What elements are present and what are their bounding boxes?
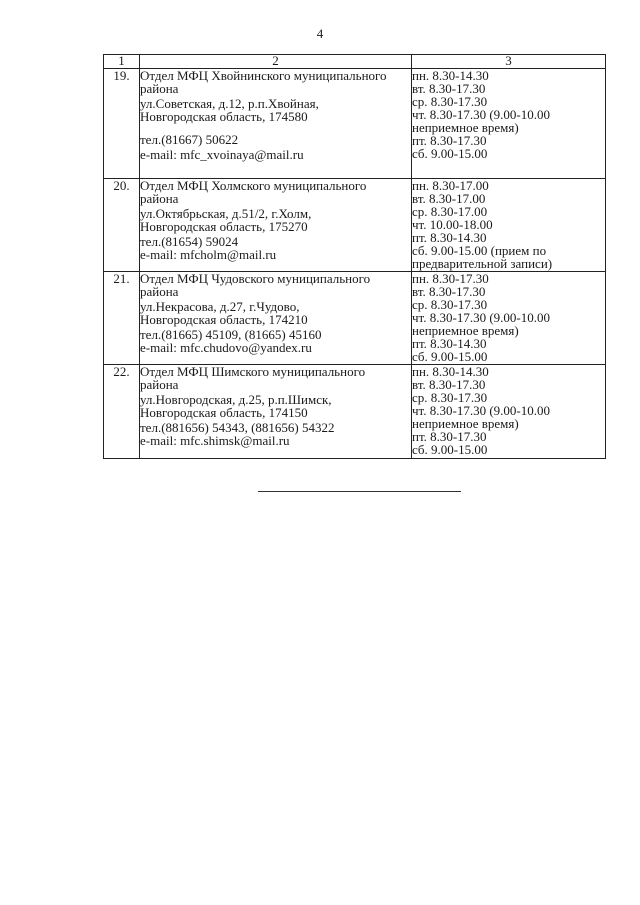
hours-line: ср. 8.30-17.00 bbox=[412, 204, 488, 219]
office-name: Отдел МФЦ Хвойнинского муниципального bbox=[140, 68, 387, 83]
office-name: Отдел МФЦ Шимского муниципального bbox=[140, 364, 366, 379]
office-email: e-mail: mfcholm@mail.ru bbox=[140, 247, 277, 262]
hours-line: сб. 9.00-15.00 bbox=[412, 442, 488, 457]
office-address: Новгородская область, 174150 bbox=[140, 405, 308, 420]
office-phone: тел.(881656) 54343, (881656) 54322 bbox=[140, 420, 335, 435]
table-row bbox=[104, 179, 606, 272]
office-phone: тел.(81667) 50622 bbox=[140, 132, 239, 147]
office-name: района bbox=[140, 377, 179, 392]
office-info bbox=[140, 272, 412, 365]
office-info bbox=[140, 179, 412, 272]
office-name: района bbox=[140, 81, 179, 96]
office-email: e-mail: mfc.chudovo@yandex.ru bbox=[140, 340, 312, 355]
hours-line: предварительной записи) bbox=[412, 256, 553, 271]
office-hours bbox=[412, 272, 606, 365]
office-email: e-mail: mfc_xvoinaya@mail.ru bbox=[140, 147, 304, 162]
office-email: e-mail: mfc.shimsk@mail.ru bbox=[140, 433, 290, 448]
hours-line: пн. 8.30-17.00 bbox=[412, 178, 489, 193]
hours-line: ср. 8.30-17.30 bbox=[412, 390, 488, 405]
row-number: 20. bbox=[104, 179, 140, 272]
hours-line: пн. 8.30-14.30 bbox=[412, 364, 489, 379]
office-info bbox=[140, 69, 412, 179]
hours-line: неприемное время) bbox=[412, 120, 519, 135]
office-address: ул.Некрасова, д.27, г.Чудово, bbox=[140, 299, 300, 314]
hours-line: вт. 8.30-17.00 bbox=[412, 191, 486, 206]
hours-line: ср. 8.30-17.30 bbox=[412, 297, 488, 312]
column-header-1: 1 bbox=[104, 55, 140, 69]
table-row bbox=[104, 69, 606, 179]
hours-line: сб. 9.00-15.00 bbox=[412, 146, 488, 161]
offices-table bbox=[103, 54, 606, 459]
office-name: Отдел МФЦ Чудовского муниципального bbox=[140, 271, 371, 286]
column-header-2: 2 bbox=[140, 55, 412, 69]
table-header-row bbox=[104, 55, 606, 69]
office-phone: тел.(81654) 59024 bbox=[140, 234, 239, 249]
hours-line: чт. 8.30-17.30 (9.00-10.00 bbox=[412, 310, 550, 325]
hours-line: чт. 8.30-17.30 (9.00-10.00 bbox=[412, 403, 550, 418]
office-address: Новгородская область, 174580 bbox=[140, 109, 308, 124]
hours-line: сб. 9.00-15.00 bbox=[412, 349, 488, 364]
office-address: ул.Новгородская, д.25, р.п.Шимск, bbox=[140, 392, 332, 407]
hours-line: вт. 8.30-17.30 bbox=[412, 81, 486, 96]
office-hours bbox=[412, 69, 606, 179]
hours-line: чт. 10.00-18.00 bbox=[412, 217, 493, 232]
row-number: 22. bbox=[104, 365, 140, 459]
table-row bbox=[104, 365, 606, 459]
hours-line: вт. 8.30-17.30 bbox=[412, 284, 486, 299]
hours-line: пн. 8.30-14.30 bbox=[412, 68, 489, 83]
column-header-3: 3 bbox=[412, 55, 606, 69]
office-phone: тел.(81665) 45109, (81665) 45160 bbox=[140, 327, 322, 342]
hours-line: пн. 8.30-17.30 bbox=[412, 271, 489, 286]
office-name: района bbox=[140, 284, 179, 299]
table-row bbox=[104, 272, 606, 365]
office-hours bbox=[412, 365, 606, 459]
hours-line: пт. 8.30-17.30 bbox=[412, 133, 487, 148]
hours-line: пт. 8.30-14.30 bbox=[412, 230, 487, 245]
hours-line: сб. 9.00-15.00 (прием по bbox=[412, 243, 547, 258]
hours-line: вт. 8.30-17.30 bbox=[412, 377, 486, 392]
office-address: Новгородская область, 175270 bbox=[140, 219, 308, 234]
office-address: ул.Октябрьская, д.51/2, г.Холм, bbox=[140, 206, 312, 221]
office-name: Отдел МФЦ Холмского муниципального bbox=[140, 178, 367, 193]
office-hours bbox=[412, 179, 606, 272]
end-of-document-rule bbox=[258, 491, 461, 492]
office-address: ул.Советская, д.12, р.п.Хвойная, bbox=[140, 96, 319, 111]
page-number: 4 bbox=[316, 26, 324, 41]
hours-line: неприемное время) bbox=[412, 416, 519, 431]
row-number: 19. bbox=[104, 69, 140, 179]
hours-line: ср. 8.30-17.30 bbox=[412, 94, 488, 109]
hours-line: пт. 8.30-14.30 bbox=[412, 336, 487, 351]
hours-line: пт. 8.30-17.30 bbox=[412, 429, 487, 444]
hours-line: чт. 8.30-17.30 (9.00-10.00 bbox=[412, 107, 550, 122]
hours-line: неприемное время) bbox=[412, 323, 519, 338]
office-info bbox=[140, 365, 412, 459]
office-name: района bbox=[140, 191, 179, 206]
row-number: 21. bbox=[104, 272, 140, 365]
office-address: Новгородская область, 174210 bbox=[140, 312, 308, 327]
